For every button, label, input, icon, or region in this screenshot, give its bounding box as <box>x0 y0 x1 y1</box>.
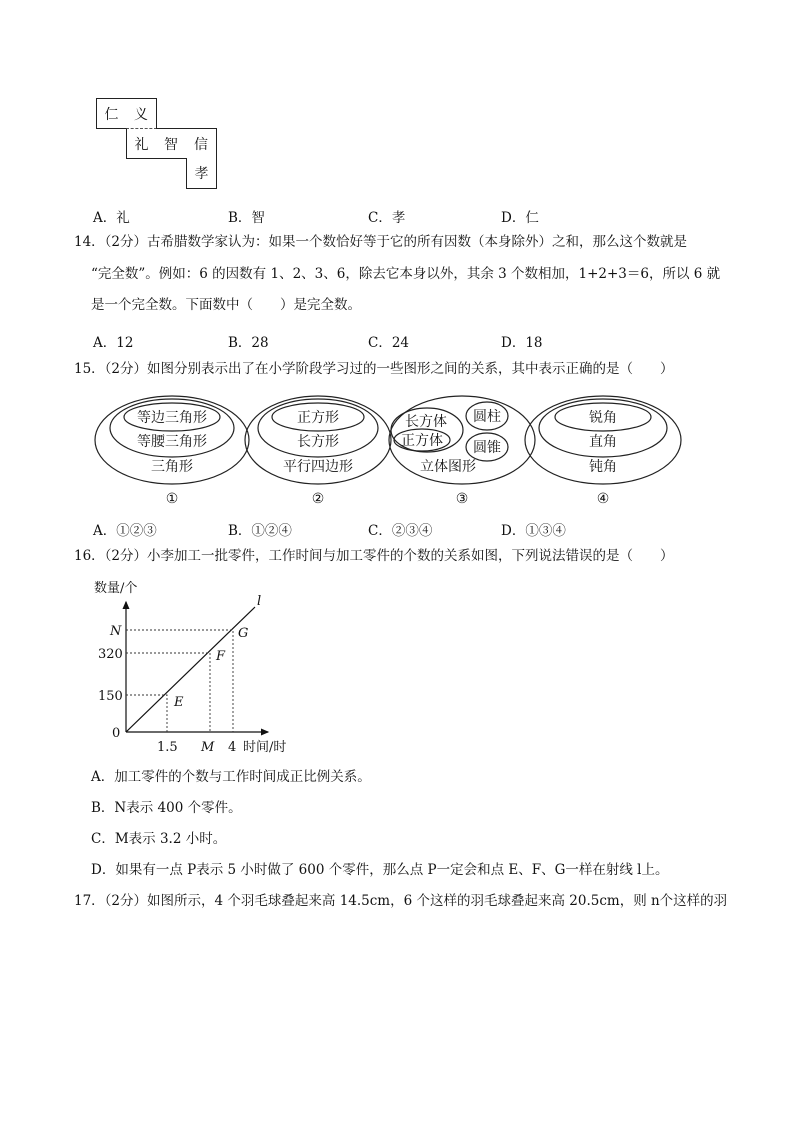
q14-option-b[interactable]: B．28 <box>228 335 269 351</box>
d3-outer-label: 立体图形 <box>420 459 476 475</box>
q15-option-b[interactable]: B．①②④ <box>228 523 292 539</box>
q15-option-c[interactable]: C．②③④ <box>368 523 433 539</box>
d2-inner-label: 正方形 <box>297 410 339 426</box>
q15-line-1: 15．（2分）如图分别表示出了在小学阶段学习过的一些图形之间的关系，其中表示正确的是（ ） <box>74 361 674 377</box>
d3-number: ③ <box>455 491 469 507</box>
ray-l <box>126 607 255 732</box>
q17-line-1: 17．（2分）如图所示，4 个羽毛球叠起来高 14.5cm，6 个这样的羽毛球叠起来高 20.5cm，则 n个这样的羽 <box>74 893 728 909</box>
d4-middle-label: 直角 <box>589 434 617 450</box>
d1-inner-label: 等边三角形 <box>137 410 207 426</box>
q14-option-d[interactable]: D．18 <box>501 335 543 351</box>
q16-option-c[interactable]: C．M表示 3.2 小时。 <box>91 831 227 847</box>
y-tick-n: N <box>110 624 122 639</box>
q16-chart <box>90 574 310 759</box>
q14-line-2: “完全数”。例如：6 的因数有 1、2、3、6，除去它本身以外，其余 3 个数相加，1+2+3＝6，所以 6 就 <box>91 266 721 282</box>
q16-option-d[interactable]: D．如果有一点 P表示 5 小时做了 600 个零件，那么点 P一定会和点 E、F、G一样在射线 l上。 <box>91 862 669 878</box>
q16-option-b[interactable]: B．N表示 400 个零件。 <box>91 800 242 816</box>
q16-option-a[interactable]: A．加工零件的个数与工作时间成正比例关系。 <box>91 769 371 785</box>
net-cell-4: 智 <box>156 128 187 159</box>
y-tick-320: 320 <box>98 647 123 662</box>
q14-line-3: 是一个完全数。下面数中（ ）是完全数。 <box>91 297 361 313</box>
point-f-label: F <box>216 649 226 664</box>
d3-cylinder-label: 圆柱 <box>473 409 501 425</box>
d2-outer-label: 平行四边形 <box>283 459 353 475</box>
d1-outer-label: 三角形 <box>151 459 193 475</box>
origin-label: 0 <box>112 726 121 741</box>
ray-label: l <box>257 594 262 609</box>
q15-option-d[interactable]: D．①③④ <box>501 523 566 539</box>
q15-option-a[interactable]: A．①②③ <box>93 523 157 539</box>
d4-inner-label: 锐角 <box>589 410 617 426</box>
q13-option-a[interactable]: A．礼 <box>93 210 130 226</box>
cube-net <box>96 98 226 198</box>
q16-line-1: 16．（2分）小李加工一批零件，工作时间与加工零件的个数的关系如图，下列说法错误的是（ ） <box>74 548 674 564</box>
point-g-label: G <box>238 626 249 641</box>
q13-option-c[interactable]: C．孝 <box>368 210 406 226</box>
net-cell-2: 义 <box>126 98 157 129</box>
net-cell-5: 信 <box>186 128 217 159</box>
y-axis-label: 数量/个 <box>94 581 138 596</box>
d2-number: ② <box>311 491 325 507</box>
x-tick-4: 4 <box>228 740 237 755</box>
net-cell-3: 礼 <box>126 128 157 159</box>
x-tick-1-5: 1.5 <box>157 740 178 755</box>
d3-cube-label: 正方体 <box>401 433 443 449</box>
d3-cone-label: 圆锥 <box>473 440 501 456</box>
d1-number: ① <box>165 491 179 507</box>
y-tick-150: 150 <box>98 689 123 704</box>
x-tick-m: M <box>201 740 215 755</box>
d3-box-label: 长方体 <box>405 414 447 430</box>
q14-line-1: 14．（2分）古希腊数学家认为：如果一个数恰好等于它的所有因数（本身除外）之和，那么这个数就是 <box>74 234 688 250</box>
net-cell-6: 孝 <box>186 158 217 189</box>
d2-middle-label: 长方形 <box>297 434 339 450</box>
d4-outer-label: 钝角 <box>589 459 617 475</box>
net-cell-1: 仁 <box>96 98 127 129</box>
d4-number: ④ <box>596 491 610 507</box>
q15-diagrams <box>90 390 750 512</box>
point-e-label: E <box>174 695 184 710</box>
x-axis-label: 时间/时 <box>243 740 287 755</box>
d1-middle-label: 等腰三角形 <box>137 434 207 450</box>
q14-option-a[interactable]: A．12 <box>93 335 134 351</box>
q13-option-b[interactable]: B．智 <box>228 210 265 226</box>
q14-option-c[interactable]: C．24 <box>368 335 410 351</box>
q13-option-d[interactable]: D．仁 <box>501 210 539 226</box>
